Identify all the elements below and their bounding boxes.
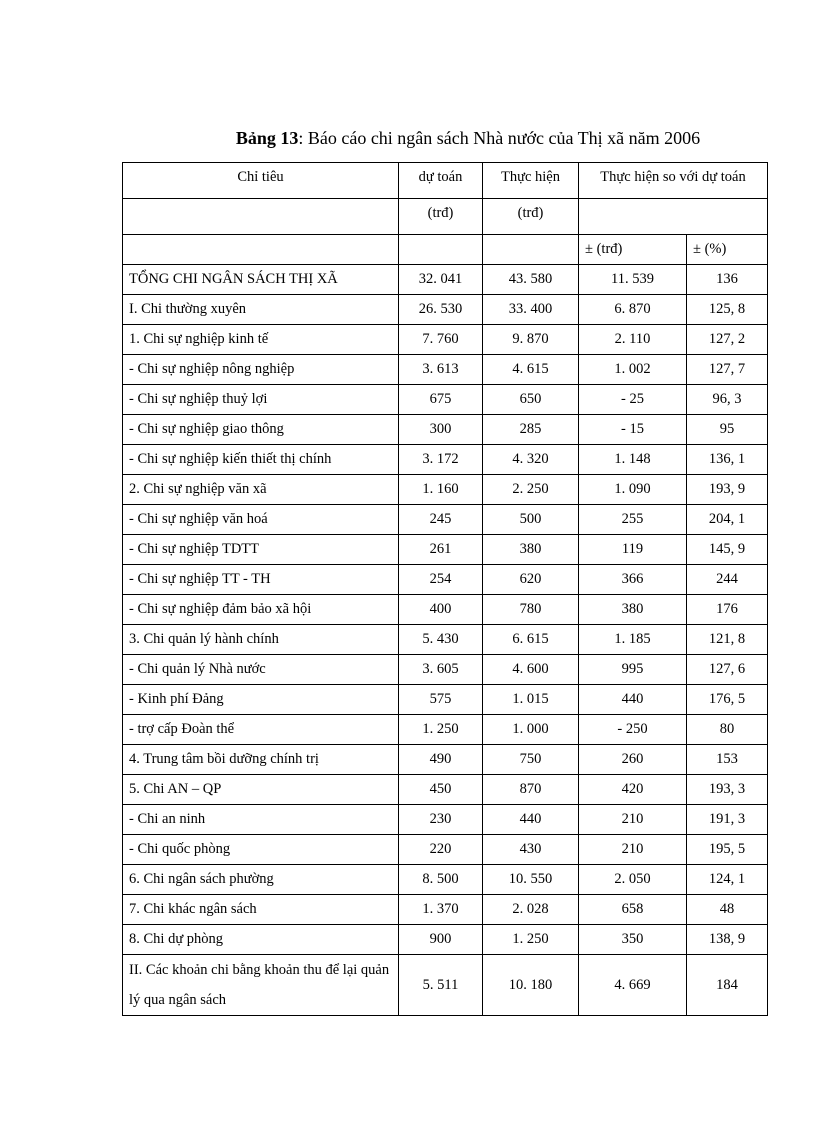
cell-pct: 124, 1 (687, 865, 768, 895)
cell-actual: 10. 550 (483, 865, 579, 895)
cell-diff: 350 (579, 925, 687, 955)
cell-pct: 48 (687, 895, 768, 925)
cell-actual: 1. 000 (483, 715, 579, 745)
cell-indicator: 4. Trung tâm bồi dưỡng chính trị (123, 745, 399, 775)
cell-indicator: I. Chi thường xuyên (123, 295, 399, 325)
table-row (123, 655, 768, 685)
cell-actual: 620 (483, 565, 579, 595)
cell-diff: 4. 669 (579, 955, 687, 1016)
cell-pct: 244 (687, 565, 768, 595)
cell-pct: 127, 6 (687, 655, 768, 685)
cell-indicator: - Chi sự nghiệp nông nghiệp (123, 355, 399, 385)
budget-table (122, 162, 768, 1016)
cell-actual: 33. 400 (483, 295, 579, 325)
cell-indicator: - Chi sự nghiệp đảm bảo xã hội (123, 595, 399, 625)
cell-diff: 210 (579, 805, 687, 835)
cell-pct: 191, 3 (687, 805, 768, 835)
cell-estimate: 261 (399, 535, 483, 565)
unit-row (123, 199, 768, 235)
cell-indicator: 1. Chi sự nghiệp kinh tế (123, 325, 399, 355)
cell-indicator: - trợ cấp Đoàn thể (123, 715, 399, 745)
cell-estimate: 400 (399, 595, 483, 625)
cell-diff: 658 (579, 895, 687, 925)
table-row (123, 265, 768, 295)
subheader-diff: ± (trđ) (579, 235, 687, 265)
table-caption (0, 128, 816, 149)
subheader-empty-1 (123, 235, 399, 265)
table-row (123, 835, 768, 865)
cell-estimate: 230 (399, 805, 483, 835)
cell-actual: 6. 615 (483, 625, 579, 655)
cell-actual: 43. 580 (483, 265, 579, 295)
table-row (123, 685, 768, 715)
cell-indicator: - Chi sự nghiệp TT - TH (123, 565, 399, 595)
cell-diff: 1. 090 (579, 475, 687, 505)
table-body (123, 163, 768, 1016)
cell-estimate: 5. 511 (399, 955, 483, 1016)
cell-pct: 193, 9 (687, 475, 768, 505)
cell-estimate: 220 (399, 835, 483, 865)
cell-indicator: - Chi sự nghiệp thuỷ lợi (123, 385, 399, 415)
cell-estimate: 3. 172 (399, 445, 483, 475)
cell-diff: 11. 539 (579, 265, 687, 295)
cell-pct: 145, 9 (687, 535, 768, 565)
unit-compare-empty (579, 199, 768, 235)
table-row (123, 415, 768, 445)
cell-diff: 210 (579, 835, 687, 865)
header-row (123, 163, 768, 199)
cell-estimate: 1. 250 (399, 715, 483, 745)
cell-indicator: TỔNG CHI NGÂN SÁCH THỊ XÃ (123, 265, 399, 295)
cell-pct: 184 (687, 955, 768, 1016)
cell-diff: 2. 050 (579, 865, 687, 895)
cell-diff: 119 (579, 535, 687, 565)
cell-estimate: 900 (399, 925, 483, 955)
cell-actual: 4. 600 (483, 655, 579, 685)
cell-diff: - 15 (579, 415, 687, 445)
cell-diff: 1. 185 (579, 625, 687, 655)
cell-actual: 1. 250 (483, 925, 579, 955)
cell-indicator: II. Các khoản chi bằng khoản thu để lại quản lý qua ngân sách (123, 955, 399, 1016)
cell-estimate: 3. 605 (399, 655, 483, 685)
cell-estimate: 7. 760 (399, 325, 483, 355)
cell-diff: 995 (579, 655, 687, 685)
cell-actual: 500 (483, 505, 579, 535)
table-row (123, 745, 768, 775)
cell-diff: 366 (579, 565, 687, 595)
cell-pct: 96, 3 (687, 385, 768, 415)
header-actual: Thực hiện (483, 163, 579, 199)
table-row (123, 895, 768, 925)
cell-diff: 1. 002 (579, 355, 687, 385)
cell-indicator: - Chi an ninh (123, 805, 399, 835)
table-row (123, 595, 768, 625)
cell-pct: 127, 7 (687, 355, 768, 385)
cell-diff: 1. 148 (579, 445, 687, 475)
cell-indicator: 2. Chi sự nghiệp văn xã (123, 475, 399, 505)
cell-indicator: - Kinh phí Đảng (123, 685, 399, 715)
cell-diff: 2. 110 (579, 325, 687, 355)
cell-indicator: 6. Chi ngân sách phường (123, 865, 399, 895)
cell-indicator: - Chi sự nghiệp văn hoá (123, 505, 399, 535)
cell-indicator: 5. Chi AN – QP (123, 775, 399, 805)
cell-pct: 176, 5 (687, 685, 768, 715)
table-title: : Báo cáo chi ngân sách Nhà nước của Thị xã năm 2006 (298, 128, 701, 148)
cell-diff: 380 (579, 595, 687, 625)
cell-actual: 2. 028 (483, 895, 579, 925)
cell-actual: 1. 015 (483, 685, 579, 715)
cell-actual: 10. 180 (483, 955, 579, 1016)
table-row (123, 925, 768, 955)
header-compare: Thực hiện so với dự toán (579, 163, 768, 199)
cell-actual: 780 (483, 595, 579, 625)
cell-actual: 870 (483, 775, 579, 805)
cell-indicator: 3. Chi quản lý hành chính (123, 625, 399, 655)
cell-actual: 750 (483, 745, 579, 775)
cell-indicator: - Chi sự nghiệp giao thông (123, 415, 399, 445)
cell-estimate: 254 (399, 565, 483, 595)
table-row (123, 535, 768, 565)
table-row (123, 865, 768, 895)
cell-estimate: 245 (399, 505, 483, 535)
cell-diff: 6. 870 (579, 295, 687, 325)
cell-pct: 136, 1 (687, 445, 768, 475)
cell-pct: 193, 3 (687, 775, 768, 805)
cell-estimate: 575 (399, 685, 483, 715)
header-indicator: Chỉ tiêu (123, 163, 399, 199)
table-row (123, 805, 768, 835)
cell-pct: 204, 1 (687, 505, 768, 535)
cell-actual: 285 (483, 415, 579, 445)
table-row (123, 775, 768, 805)
unit-actual: (trđ) (483, 199, 579, 235)
cell-actual: 380 (483, 535, 579, 565)
cell-actual: 9. 870 (483, 325, 579, 355)
table-row (123, 445, 768, 475)
cell-actual: 2. 250 (483, 475, 579, 505)
table-row (123, 325, 768, 355)
cell-indicator: - Chi sự nghiệp kiến thiết thị chính (123, 445, 399, 475)
cell-estimate: 490 (399, 745, 483, 775)
table-row (123, 505, 768, 535)
cell-indicator: - Chi quản lý Nhà nước (123, 655, 399, 685)
cell-estimate: 675 (399, 385, 483, 415)
cell-diff: 260 (579, 745, 687, 775)
cell-estimate: 8. 500 (399, 865, 483, 895)
cell-indicator: - Chi quốc phòng (123, 835, 399, 865)
subheader-empty-2 (399, 235, 483, 265)
table-row (123, 295, 768, 325)
cell-pct: 80 (687, 715, 768, 745)
table-row (123, 715, 768, 745)
cell-estimate: 26. 530 (399, 295, 483, 325)
cell-pct: 125, 8 (687, 295, 768, 325)
unit-estimate: (trđ) (399, 199, 483, 235)
cell-estimate: 5. 430 (399, 625, 483, 655)
cell-pct: 138, 9 (687, 925, 768, 955)
cell-diff: 440 (579, 685, 687, 715)
cell-diff: - 25 (579, 385, 687, 415)
cell-diff: 255 (579, 505, 687, 535)
table-row (123, 355, 768, 385)
cell-estimate: 1. 160 (399, 475, 483, 505)
cell-diff: - 250 (579, 715, 687, 745)
cell-pct: 121, 8 (687, 625, 768, 655)
cell-actual: 4. 320 (483, 445, 579, 475)
cell-diff: 420 (579, 775, 687, 805)
table-row (123, 955, 768, 1016)
cell-actual: 650 (483, 385, 579, 415)
cell-pct: 95 (687, 415, 768, 445)
table-row (123, 385, 768, 415)
cell-pct: 153 (687, 745, 768, 775)
cell-actual: 440 (483, 805, 579, 835)
cell-pct: 127, 2 (687, 325, 768, 355)
subheader-empty-3 (483, 235, 579, 265)
header-estimate: dự toán (399, 163, 483, 199)
cell-pct: 136 (687, 265, 768, 295)
cell-indicator: 7. Chi khác ngân sách (123, 895, 399, 925)
cell-indicator: 8. Chi dự phòng (123, 925, 399, 955)
subheader-row (123, 235, 768, 265)
cell-pct: 176 (687, 595, 768, 625)
subheader-pct: ± (%) (687, 235, 768, 265)
cell-estimate: 32. 041 (399, 265, 483, 295)
cell-actual: 4. 615 (483, 355, 579, 385)
table-row (123, 565, 768, 595)
table-number: Bảng 13 (235, 128, 299, 148)
cell-estimate: 3. 613 (399, 355, 483, 385)
cell-pct: 195, 5 (687, 835, 768, 865)
unit-empty (123, 199, 399, 235)
table-row (123, 625, 768, 655)
cell-indicator: - Chi sự nghiệp TDTT (123, 535, 399, 565)
cell-estimate: 300 (399, 415, 483, 445)
cell-estimate: 450 (399, 775, 483, 805)
cell-actual: 430 (483, 835, 579, 865)
cell-estimate: 1. 370 (399, 895, 483, 925)
table-row (123, 475, 768, 505)
